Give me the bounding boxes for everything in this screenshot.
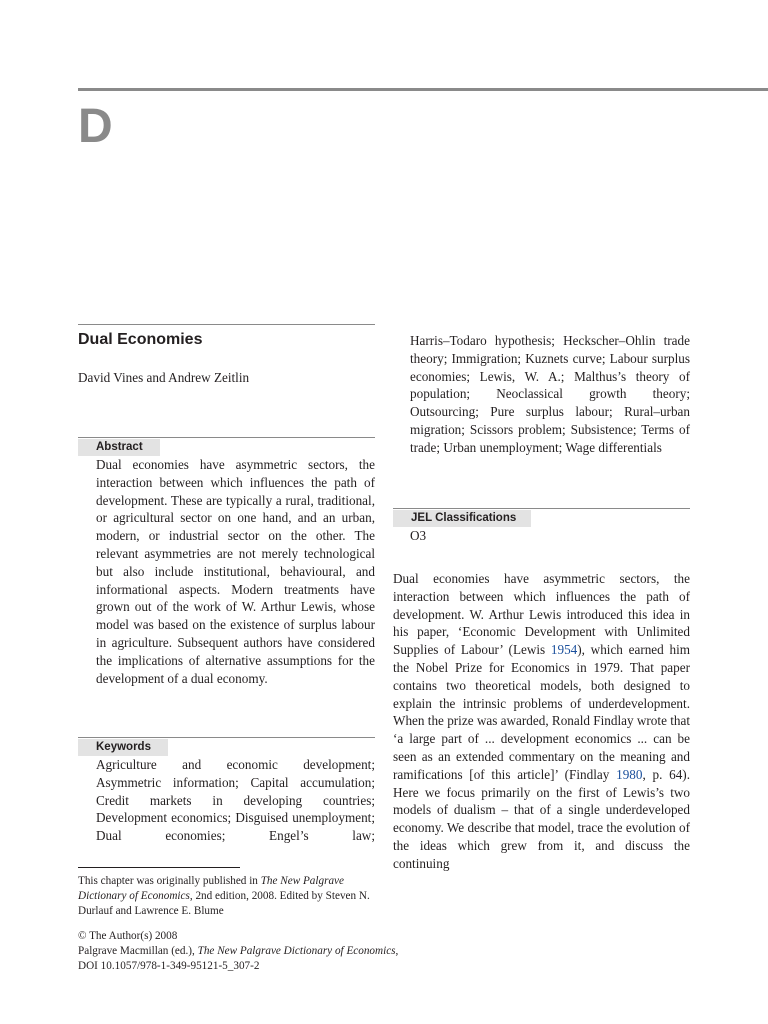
section-letter: D bbox=[78, 100, 113, 153]
keywords-rule bbox=[78, 737, 375, 738]
abstract-rule bbox=[78, 437, 375, 438]
body-part-1: Dual economies have asymmetric sectors, the interaction between which influences the path of development. W. Arthur Lewis introduced this idea in his paper, ‘Economic Development with Unlimited Supplies of Labour’ (Lewis bbox=[393, 571, 690, 658]
publisher-line bbox=[78, 944, 478, 959]
keywords-text-left bbox=[96, 756, 375, 845]
abstract-body: Dual economies have asymmetric sectors, the interaction between which influences the path of development. These are typically a rural, traditional, or agricultural sector on one hand, and an urban, modern, or industrial sector on the other. The relevant asymmetries are not merely technological but also include institutional, behavioural, and informational aspects. Modern treatments have grown out of the work of W. Arthur Lewis, whose model was based on the existence of surplus labour in agriculture. Subsequent authors have considered the implications of alternative assumptions for the development of a dual economy. bbox=[96, 457, 375, 686]
body-text bbox=[393, 570, 690, 873]
copyright-line: © The Author(s) 2008 bbox=[78, 930, 178, 942]
publisher-suffix: , bbox=[395, 945, 399, 957]
citation-link-1980[interactable]: 1980 bbox=[616, 766, 643, 782]
citation-link-1954[interactable]: 1954 bbox=[550, 642, 578, 658]
keywords-body-right: Harris–Todaro hypothesis; Heckscher–Ohlin trade theory; Immigration; Kuznets curve; Labour surplus economies; Lewis, W. A.; Malthus’s theory of population; Neoclassical growth theory; Outsourcing; Pure surplus labour; Rural–urban migration; Scissors problem; Subsistence; Terms of trade; Urban unemployment; Wage differentials bbox=[410, 333, 690, 455]
article-title: Dual Economies bbox=[78, 331, 203, 348]
top-rule bbox=[78, 88, 768, 91]
abstract-text bbox=[96, 456, 375, 687]
article-authors: David Vines and Andrew Zeitlin bbox=[78, 370, 250, 385]
jel-label: JEL Classifications bbox=[393, 510, 531, 527]
publisher-prefix: Palgrave Macmillan (ed.), bbox=[78, 945, 198, 957]
abstract-label: Abstract bbox=[78, 439, 160, 456]
body-part-2: ), which earned him the Nobel Prize for Economics in 1979. That paper contains two theoretical models, both designed to explain the intrinsic problems of underdevelopment. When the prize was awarded, Ronald Findlay wrote that ‘a large part of ... development economics ... can be seen as an extended commentary on the meaning and ramifications [of this article]’ (Findlay bbox=[393, 642, 690, 782]
doi-line: DOI 10.1057/978-1-349-95121-5_307-2 bbox=[78, 960, 260, 972]
footnote-prefix: This chapter was originally published in bbox=[78, 875, 261, 887]
keywords-label: Keywords bbox=[78, 739, 168, 756]
footnote-rule bbox=[78, 867, 240, 868]
keywords-text-right bbox=[410, 332, 690, 457]
footnote-suffix: , 2nd edition, 2008. Edited by Steven N. Durlauf and Lawrence E. Blume bbox=[78, 890, 370, 917]
body-paragraph bbox=[393, 570, 690, 873]
body-part-3: , p. 64). Here we focus primarily on the first of Lewis’s two models of dualism – that of a single underdeveloped economy. We describe that model, trace the evolution of the ideas which grew from it, and discuss the continuing bbox=[393, 766, 690, 871]
footnote bbox=[78, 874, 378, 919]
publisher-title: The New Palgrave Dictionary of Economics bbox=[197, 945, 396, 957]
title-rule bbox=[78, 324, 375, 325]
keywords-body-left: Agriculture and economic development; Asymmetric information; Capital accumulation; Credit markets in developing countries; Development economics; Disguised unemployment; Dual economies; Engel’s law; bbox=[96, 757, 375, 844]
footnote-book-title: The New Palgrave Dictionary of Economics bbox=[78, 875, 344, 902]
jel-code: O3 bbox=[410, 528, 427, 543]
jel-rule bbox=[393, 508, 690, 509]
copyright-block bbox=[78, 929, 478, 974]
